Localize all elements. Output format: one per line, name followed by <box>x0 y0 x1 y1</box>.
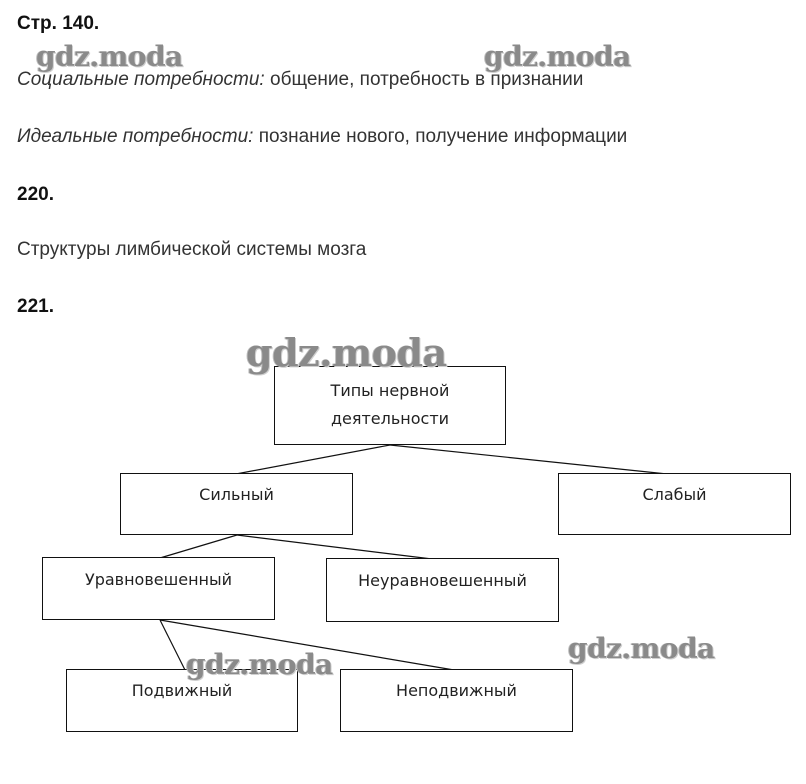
watermark-bottom-right: gdz.moda <box>568 632 715 665</box>
ideal-needs-text: познание нового, получение информации <box>253 126 628 147</box>
node-balanced <box>42 557 275 620</box>
social-needs-text: общение, потребность в признании <box>264 69 584 90</box>
node-mobile-label: Подвижный <box>131 681 233 700</box>
task-221-number: 221. <box>17 296 54 317</box>
watermark-bottom-left: gdz.moda <box>186 648 333 681</box>
connector-root-strong <box>236 445 390 474</box>
watermark-top-right: gdz.moda <box>484 40 631 73</box>
node-weak-label: Слабый <box>642 485 707 504</box>
social-needs-label: Социальные потребности: <box>17 69 265 90</box>
node-unbalanced-label: Неуравновешенный <box>358 571 527 590</box>
watermark-middle: gdz.moda <box>246 330 447 375</box>
node-root-line2: деятельности <box>330 409 450 428</box>
node-inert-label: Неподвижный <box>396 681 517 700</box>
connector-strong-balanced <box>160 535 237 558</box>
page-heading: Стр. 140. <box>17 13 100 34</box>
node-unbalanced <box>326 558 559 622</box>
connector-root-weak <box>390 445 667 474</box>
node-strong <box>120 473 353 535</box>
task-220-number: 220. <box>17 184 54 205</box>
connector-strong-unbalanced <box>237 535 432 559</box>
ideal-needs-label: Идеальные потребности: <box>17 126 254 147</box>
node-strong-label: Сильный <box>199 485 274 504</box>
task-220-answer: Структуры лимбической системы мозга <box>17 239 367 260</box>
node-inert <box>340 669 573 732</box>
watermark-top-left: gdz.moda <box>36 40 183 73</box>
node-weak <box>558 473 791 535</box>
node-balanced-label: Уравновешенный <box>84 570 233 589</box>
node-nervous-activity-types <box>274 366 506 445</box>
connector-balanced-mobile <box>160 620 185 670</box>
node-root-line1: Типы нервной <box>330 381 450 400</box>
